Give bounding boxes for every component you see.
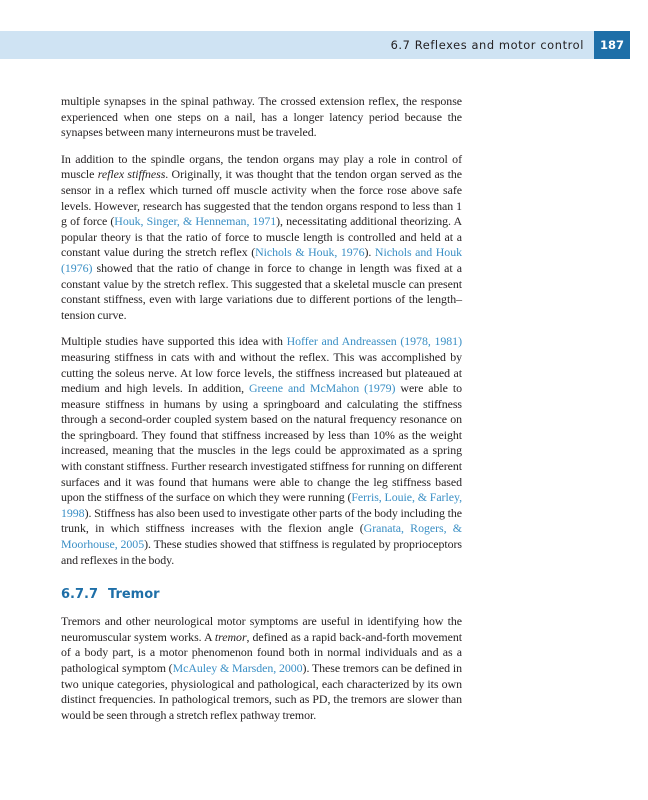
term-tremor: tremor (214, 629, 247, 644)
citation-link[interactable]: Hoffer and Andreassen (1978, 1981) (286, 334, 462, 349)
running-header-title: 6.7 Reflexes and motor control (390, 38, 584, 52)
citation-link[interactable]: Nichols and Houk (1976) (61, 245, 462, 275)
paragraph-text: measuring stiffness in cats with and without the reflex. This was accomplished by cutting the soleus nerve. At low force levels, the stiffness increased but plateaued at medium and high levels. In addition, (61, 349, 462, 396)
paragraph-text: ). These studies showed that stiffness is regulated by proprioceptors and reflexes in the body. (61, 537, 462, 567)
paragraph-text: , defined as a rapid back-and-forth movement of a body part, is a motor phenomenon found both in normal individuals and as a pathological symptom ( (61, 629, 462, 675)
citation-link[interactable]: McAuley & Marsden, 2000 (172, 661, 303, 675)
paragraph-text: ). Stiffness has also been used to investigate other parts of the body including the trunk, in which stiffness increases with the flexion angle ( (61, 505, 462, 536)
paragraph-tendon-organs (61, 152, 462, 324)
paragraph-stiffness-studies (61, 334, 462, 568)
paragraph-text: were able to measure stiffness in humans by using a springboard and calculating the stiffness through a second-order coupled system based on the natural frequency resonance on the springboard. They found that stiffness increased by less than 10% as the weight increased, meaning that the muscles in the legs could be approximated as a spring with constant stiffness. Further research investigated stiffness for running on different surfaces and it was found that humans were able to change the leg stiffness based upon the stiffness of the surface on which they were running ( (61, 381, 462, 505)
paragraph-text: Multiple studies have supported this idea with (61, 334, 287, 349)
paragraph-text: showed that the ratio of change in force to change in length was fixed at a constant value by the stretch reflex. This suggested that a skeletal muscle can present constant stiffness, even with large variations due to different portions of the length–tension curve. (61, 260, 462, 322)
citation-link[interactable]: Ferris, Louie, & Farley, 1998 (61, 490, 462, 520)
page-number: 187 (594, 31, 630, 59)
section-heading-tremor (61, 587, 462, 603)
paragraph-crossed-extension (61, 94, 462, 141)
section-number: 6.7.7 (61, 587, 99, 603)
page-body (61, 94, 462, 734)
paragraph-text: ). These tremors can be defined in two unique categories, physiological and pathological, each characterized by its own distinct frequencies. In pathological tremors, such as PD, the tremors are slower than would be seen through a stretch reflex pathway tremor. (61, 661, 462, 722)
paragraph-text: multiple synapses in the spinal pathway. The crossed extension reflex, the response experienced when one steps on a nail, has a longer latency period because the synapses between many interneurons must be traveled. (61, 94, 462, 140)
citation-link[interactable]: Houk, Singer, & Henneman, 1971 (114, 214, 277, 229)
paragraph-text: In addition to the spindle organs, the tendon organs may play a role in control of muscle (61, 151, 462, 182)
citation-link[interactable]: Granata, Rogers, & Moorhouse, 2005 (61, 521, 462, 552)
paragraph-text: ), necessitating additional theorizing. A popular theory is that the ratio of force to muscle length is controlled and held at a constant value during the stretch reflex ( (61, 214, 462, 260)
citation-link[interactable]: Greene and McMahon (1979) (248, 381, 396, 396)
citation-link[interactable]: Nichols & Houk, 1976 (255, 245, 365, 260)
paragraph-text: . Originally, it was thought that the tendon organ served as the sensor in a reflex which turned off muscle activity when the force rose above safe levels. However, research has suggested that the tendon organs respond to less than 1 g of force ( (61, 167, 462, 229)
paragraph-tremor (61, 614, 462, 723)
paragraph-text: ). (364, 245, 375, 260)
paragraph-text: Tremors and other neurological motor symptoms are useful in identifying how the neuromuscular system works. A (61, 614, 462, 644)
section-title: Tremor (108, 587, 160, 603)
term-reflex-stiffness: reflex stiffness (97, 167, 166, 182)
